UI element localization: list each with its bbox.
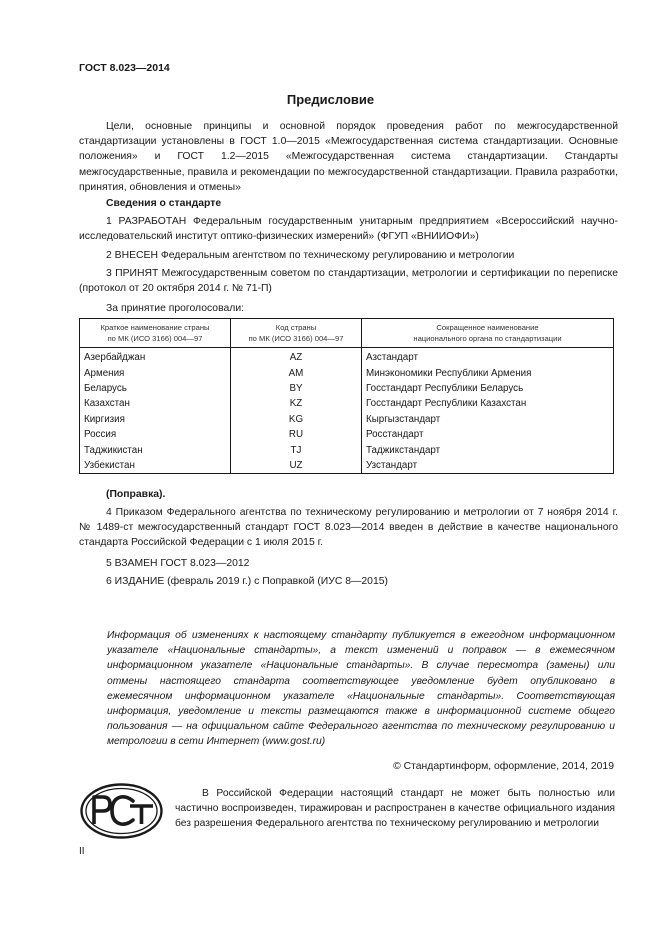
reproduction-notice-block xyxy=(175,786,615,832)
body-cell: Росстандарт xyxy=(362,427,614,442)
table-row xyxy=(80,412,614,427)
code-cell: RU xyxy=(231,427,362,442)
body-cell: Кыргызстандарт xyxy=(362,412,614,427)
country-cell: Азербайджан xyxy=(80,348,231,366)
table-row xyxy=(80,458,614,474)
country-cell: Таджикистан xyxy=(80,442,231,457)
table-header-row xyxy=(80,319,614,348)
country-cell: Узбекистан xyxy=(80,458,231,474)
item-edition-block xyxy=(79,574,618,589)
rst-logo-icon xyxy=(79,782,164,840)
changes-info-note: Информация об изменениях к настоящему стандарту публикуется в ежегодном информационном указателе «Национальные стандарты», а текст изменений и поправок — в ежемесячном информационном указателе «Национальные стандарты». В случае пересмотра (замены) или отмены настоящего стандарта соответствующее уведомление будет опубликовано в ежемесячном информационном указателе «Национальные стандарты». Соответствующая информация, уведомление и тексты размещаются также в информационной системе общего пользования — на официальном сайте Федерального агентства по техническому регулированию и метрологии в сети Интернет (www.gost.ru) xyxy=(107,630,615,748)
code-cell: AZ xyxy=(231,348,362,366)
country-cell: Киргизия xyxy=(80,412,231,427)
reproduction-notice: В Российской Федерации настоящий стандарт не может быть полностью или частично воспроизведен, тиражирован и распространен в качестве официального издания без разрешения Федерального агентства по техническому регулированию и метрологии xyxy=(175,788,615,830)
table-row xyxy=(80,365,614,380)
table-row xyxy=(80,427,614,442)
code-cell: AM xyxy=(231,365,362,380)
country-cell: Казахстан xyxy=(80,396,231,411)
item-edition: 6 ИЗДАНИЕ (февраль 2019 г.) с Поправкой (ИУС 8—2015) xyxy=(106,576,388,587)
item-voted-block xyxy=(79,301,618,316)
member-states-table xyxy=(79,318,614,474)
info-heading: Сведения о стандарте xyxy=(106,198,222,209)
body-cell: Таджикстандарт xyxy=(362,442,614,457)
intro-paragraph xyxy=(79,119,618,195)
body-cell: Азстандарт xyxy=(362,348,614,366)
item-voted: За принятие проголосовали: xyxy=(106,303,245,314)
page-number: II xyxy=(79,846,85,857)
code-cell: KZ xyxy=(231,396,362,411)
body-cell: Узстандарт xyxy=(362,458,614,474)
amendment-note: (Поправка). xyxy=(106,489,166,500)
amendment-block xyxy=(79,487,618,502)
country-cell: Беларусь xyxy=(80,381,231,396)
item-introduced: 2 ВНЕСЕН Федеральным агентством по техническому регулированию и метрологии xyxy=(106,250,515,261)
body-cell: Госстандарт Республики Беларусь xyxy=(362,381,614,396)
body-cell: Госстандарт Республики Казахстан xyxy=(362,396,614,411)
country-cell: Россия xyxy=(80,427,231,442)
code-cell: TJ xyxy=(231,442,362,457)
item-developed-block xyxy=(79,214,618,244)
table-header-code: Код страны по МК (ИСО 3166) 004—97 xyxy=(231,319,362,348)
code-cell: KG xyxy=(231,412,362,427)
intro-text: Цели, основные принципы и основной порядок проведения работ по межгосударственной стандартизации установлены в ГОСТ 1.0—2015 «Межгосударственная система стандартизации. Основные положения» и ГОСТ 1.2—2015 «Межгосударственная система стандартизации. Стандарты межгосударственные, правила и рекомендации по межгосударственной стандартизации. Правила разработки, принятия, обновления и отмены» xyxy=(79,121,618,193)
table-header-body: Сокращенное наименование национального органа по стандартизации xyxy=(362,319,614,348)
table-row xyxy=(80,381,614,396)
item-introduced-block xyxy=(79,248,618,263)
body-cell: Минэкономики Республики Армения xyxy=(362,365,614,380)
item-order: 4 Приказом Федерального агентства по техническому регулированию и метрологии от 7 ноября 2014 г. № 1489-ст межгосударственный стандарт ГОСТ 8.023—2014 введен в действие в качестве национального стандарта Российской Федерации с 1 июля 2015 г. xyxy=(79,507,618,549)
item-developed: 1 РАЗРАБОТАН Федеральным государственным унитарным предприятием «Всероссийский научно-исследовательский институт оптико-физических измерений» (ФГУП «ВНИИОФИ») xyxy=(79,216,618,243)
item-adopted-block xyxy=(79,266,618,296)
page-title: Предисловие xyxy=(286,92,375,107)
code-cell: UZ xyxy=(231,458,362,474)
item-adopted: 3 ПРИНЯТ Межгосударственным советом по стандартизации, метрологии и сертификации по переписке (протокол от 20 октября 2014 г. № 71-П) xyxy=(79,268,618,295)
code-cell: BY xyxy=(231,381,362,396)
info-heading-block xyxy=(79,196,618,211)
item-replaces-block xyxy=(79,556,618,571)
item-order-block xyxy=(79,505,618,551)
table-header-country: Краткое наименование страны по МК (ИСО 3166) 004—97 xyxy=(80,319,231,348)
table-row xyxy=(80,348,614,366)
copyright-line: © Стандартинформ, оформление, 2014, 2019 xyxy=(393,761,614,772)
table-row xyxy=(80,396,614,411)
item-replaces: 5 ВЗАМЕН ГОСТ 8.023—2012 xyxy=(106,558,250,569)
table-row xyxy=(80,442,614,457)
doc-code-header: ГОСТ 8.023—2014 xyxy=(79,62,170,74)
country-cell: Армения xyxy=(80,365,231,380)
